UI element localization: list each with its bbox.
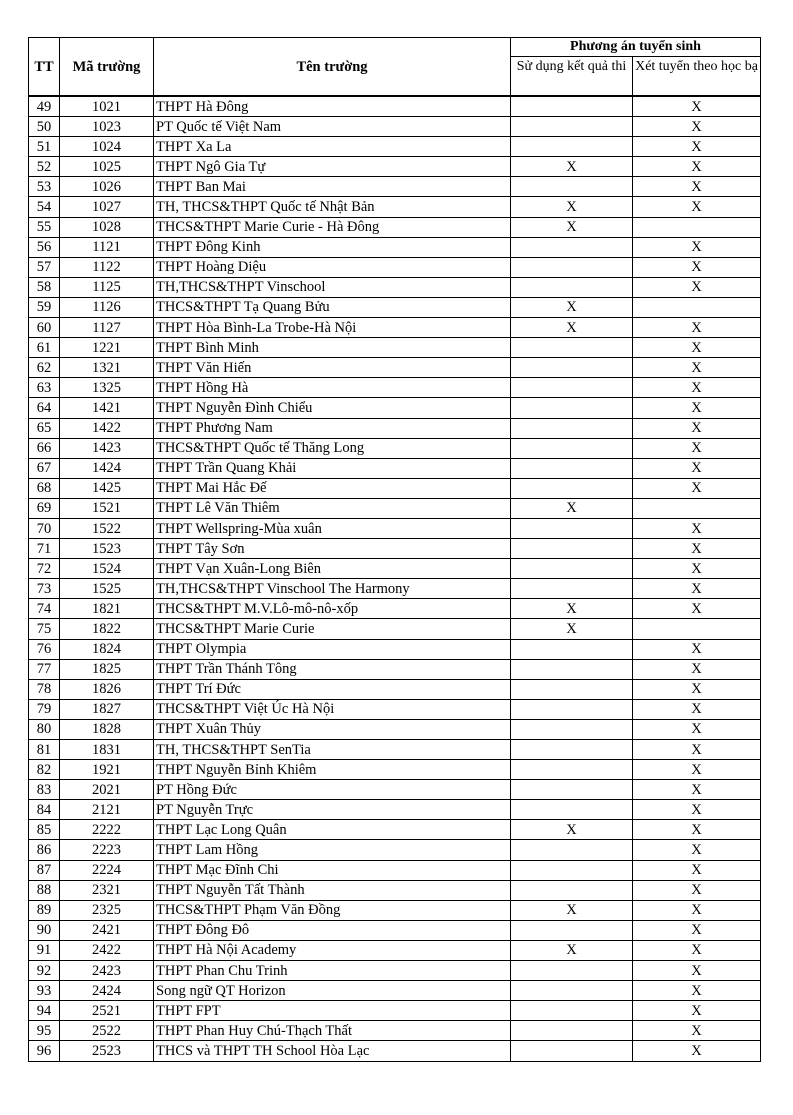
cell-tt: 90	[29, 920, 60, 940]
cell-tt: 52	[29, 157, 60, 177]
cell-ten-truong: THPT Ngô Gia Tự	[154, 157, 511, 177]
cell-xet-tuyen-hoc-ba: X	[633, 719, 761, 739]
admissions-table	[28, 37, 761, 1062]
cell-su-dung-ket-qua-thi	[511, 559, 633, 579]
cell-xet-tuyen-hoc-ba: X	[633, 358, 761, 378]
cell-ten-truong: THPT Mạc Đĩnh Chi	[154, 860, 511, 880]
cell-ten-truong: THPT Lê Văn Thiêm	[154, 498, 511, 518]
cell-tt: 66	[29, 438, 60, 458]
cell-ma-truong: 1824	[60, 639, 154, 659]
cell-tt: 58	[29, 277, 60, 297]
cell-tt: 76	[29, 639, 60, 659]
table-row	[29, 599, 761, 619]
table-row	[29, 659, 761, 679]
cell-su-dung-ket-qua-thi	[511, 237, 633, 257]
cell-tt: 82	[29, 760, 60, 780]
cell-xet-tuyen-hoc-ba: X	[633, 679, 761, 699]
table-row	[29, 358, 761, 378]
table-row	[29, 800, 761, 820]
cell-ma-truong: 1026	[60, 177, 154, 197]
cell-xet-tuyen-hoc-ba: X	[633, 277, 761, 297]
cell-tt: 85	[29, 820, 60, 840]
cell-xet-tuyen-hoc-ba: X	[633, 338, 761, 358]
cell-su-dung-ket-qua-thi	[511, 579, 633, 599]
cell-su-dung-ket-qua-thi: X	[511, 157, 633, 177]
cell-su-dung-ket-qua-thi: X	[511, 940, 633, 960]
cell-ten-truong: THPT Nguyễn Tất Thành	[154, 880, 511, 900]
cell-ten-truong: THPT Nguyễn Đình Chiểu	[154, 398, 511, 418]
table-row	[29, 981, 761, 1001]
cell-xet-tuyen-hoc-ba: X	[633, 860, 761, 880]
cell-xet-tuyen-hoc-ba: X	[633, 599, 761, 619]
cell-su-dung-ket-qua-thi	[511, 277, 633, 297]
cell-xet-tuyen-hoc-ba: X	[633, 197, 761, 217]
cell-su-dung-ket-qua-thi	[511, 780, 633, 800]
cell-tt: 96	[29, 1041, 60, 1061]
cell-tt: 70	[29, 518, 60, 538]
cell-ten-truong: THPT Bình Minh	[154, 338, 511, 358]
cell-tt: 77	[29, 659, 60, 679]
cell-su-dung-ket-qua-thi: X	[511, 498, 633, 518]
cell-su-dung-ket-qua-thi	[511, 699, 633, 719]
cell-xet-tuyen-hoc-ba: X	[633, 659, 761, 679]
table-row	[29, 378, 761, 398]
cell-su-dung-ket-qua-thi	[511, 398, 633, 418]
cell-ten-truong: THPT Trần Thánh Tông	[154, 659, 511, 679]
cell-ma-truong: 1827	[60, 699, 154, 719]
cell-ten-truong: THPT Lam Hồng	[154, 840, 511, 860]
cell-ma-truong: 1826	[60, 679, 154, 699]
cell-ten-truong: TH, THCS&THPT Quốc tế Nhật Bản	[154, 197, 511, 217]
cell-xet-tuyen-hoc-ba: X	[633, 1041, 761, 1061]
cell-xet-tuyen-hoc-ba: X	[633, 961, 761, 981]
table-row	[29, 719, 761, 739]
cell-xet-tuyen-hoc-ba: X	[633, 518, 761, 538]
cell-ma-truong: 1522	[60, 518, 154, 538]
cell-xet-tuyen-hoc-ba: X	[633, 880, 761, 900]
table-row	[29, 498, 761, 518]
cell-su-dung-ket-qua-thi: X	[511, 217, 633, 237]
cell-tt: 80	[29, 719, 60, 739]
cell-tt: 73	[29, 579, 60, 599]
cell-ma-truong: 1822	[60, 619, 154, 639]
cell-ten-truong: TH,THCS&THPT Vinschool	[154, 277, 511, 297]
cell-ma-truong: 2325	[60, 900, 154, 920]
cell-tt: 86	[29, 840, 60, 860]
cell-tt: 84	[29, 800, 60, 820]
header-ten-truong: Tên trường	[154, 38, 511, 97]
cell-su-dung-ket-qua-thi	[511, 478, 633, 498]
cell-tt: 61	[29, 338, 60, 358]
cell-tt: 87	[29, 860, 60, 880]
cell-ten-truong: THPT Đông Đô	[154, 920, 511, 940]
cell-tt: 60	[29, 318, 60, 338]
cell-ten-truong: THPT Hồng Hà	[154, 378, 511, 398]
cell-su-dung-ket-qua-thi	[511, 338, 633, 358]
cell-ten-truong: THPT Phương Nam	[154, 418, 511, 438]
header-xet-tuyen-hoc-ba: Xét tuyển theo học bạ	[633, 57, 761, 97]
cell-ma-truong: 1127	[60, 318, 154, 338]
table-row	[29, 1021, 761, 1041]
header-phuong-an: Phương án tuyển sinh	[511, 38, 761, 57]
table-row	[29, 740, 761, 760]
cell-ten-truong: THPT Hòa Bình-La Trobe-Hà Nội	[154, 318, 511, 338]
cell-tt: 83	[29, 780, 60, 800]
cell-su-dung-ket-qua-thi: X	[511, 318, 633, 338]
cell-xet-tuyen-hoc-ba: X	[633, 177, 761, 197]
cell-ten-truong: THPT Trí Đức	[154, 679, 511, 699]
cell-xet-tuyen-hoc-ba: X	[633, 418, 761, 438]
cell-ma-truong: 2223	[60, 840, 154, 860]
cell-ten-truong: PT Nguyễn Trực	[154, 800, 511, 820]
cell-xet-tuyen-hoc-ba: X	[633, 1021, 761, 1041]
table-row	[29, 699, 761, 719]
cell-ma-truong: 1422	[60, 418, 154, 438]
cell-ma-truong: 1825	[60, 659, 154, 679]
cell-ten-truong: THPT Hà Nội Academy	[154, 940, 511, 960]
table-row	[29, 157, 761, 177]
cell-ma-truong: 1027	[60, 197, 154, 217]
cell-su-dung-ket-qua-thi	[511, 1021, 633, 1041]
cell-tt: 54	[29, 197, 60, 217]
cell-tt: 59	[29, 297, 60, 317]
table-row	[29, 137, 761, 157]
cell-su-dung-ket-qua-thi	[511, 840, 633, 860]
cell-ma-truong: 1126	[60, 297, 154, 317]
cell-ma-truong: 1221	[60, 338, 154, 358]
cell-su-dung-ket-qua-thi	[511, 981, 633, 1001]
table-row	[29, 940, 761, 960]
cell-ten-truong: THPT Wellspring-Mùa xuân	[154, 518, 511, 538]
cell-xet-tuyen-hoc-ba: X	[633, 157, 761, 177]
cell-tt: 68	[29, 478, 60, 498]
cell-su-dung-ket-qua-thi	[511, 358, 633, 378]
cell-ten-truong: THCS&THPT Marie Curie	[154, 619, 511, 639]
cell-ma-truong: 1125	[60, 277, 154, 297]
table-row	[29, 297, 761, 317]
cell-su-dung-ket-qua-thi	[511, 1001, 633, 1021]
cell-tt: 62	[29, 358, 60, 378]
table-row	[29, 418, 761, 438]
cell-ma-truong: 2521	[60, 1001, 154, 1021]
cell-ma-truong: 1425	[60, 478, 154, 498]
cell-su-dung-ket-qua-thi: X	[511, 619, 633, 639]
cell-ma-truong: 1521	[60, 498, 154, 518]
table-row	[29, 880, 761, 900]
cell-ma-truong: 1821	[60, 599, 154, 619]
cell-xet-tuyen-hoc-ba: X	[633, 559, 761, 579]
cell-tt: 69	[29, 498, 60, 518]
cell-ten-truong: THPT Xuân Thủy	[154, 719, 511, 739]
cell-ten-truong: THPT Mai Hắc Đế	[154, 478, 511, 498]
cell-xet-tuyen-hoc-ba: X	[633, 579, 761, 599]
table-body	[29, 96, 761, 1061]
cell-ten-truong: Song ngữ QT Horizon	[154, 981, 511, 1001]
cell-xet-tuyen-hoc-ba: X	[633, 257, 761, 277]
table-row	[29, 197, 761, 217]
table-row	[29, 679, 761, 699]
cell-tt: 53	[29, 177, 60, 197]
cell-ten-truong: THCS và THPT TH School Hòa Lạc	[154, 1041, 511, 1061]
table-row	[29, 117, 761, 137]
cell-xet-tuyen-hoc-ba	[633, 297, 761, 317]
cell-ma-truong: 1121	[60, 237, 154, 257]
cell-su-dung-ket-qua-thi	[511, 438, 633, 458]
cell-ma-truong: 1325	[60, 378, 154, 398]
table-row	[29, 438, 761, 458]
cell-tt: 95	[29, 1021, 60, 1041]
cell-xet-tuyen-hoc-ba: X	[633, 539, 761, 559]
cell-xet-tuyen-hoc-ba: X	[633, 981, 761, 1001]
cell-xet-tuyen-hoc-ba	[633, 619, 761, 639]
table-row	[29, 559, 761, 579]
cell-su-dung-ket-qua-thi	[511, 860, 633, 880]
cell-tt: 65	[29, 418, 60, 438]
table-header	[29, 38, 761, 97]
cell-xet-tuyen-hoc-ba: X	[633, 117, 761, 137]
table-row	[29, 1001, 761, 1021]
cell-xet-tuyen-hoc-ba: X	[633, 940, 761, 960]
cell-ma-truong: 1024	[60, 137, 154, 157]
table-row	[29, 579, 761, 599]
cell-xet-tuyen-hoc-ba: X	[633, 438, 761, 458]
header-su-dung-ket-qua-thi: Sử dụng kết quả thi	[511, 57, 633, 97]
cell-ma-truong: 1023	[60, 117, 154, 137]
cell-su-dung-ket-qua-thi	[511, 740, 633, 760]
header-tt: TT	[29, 38, 60, 97]
cell-su-dung-ket-qua-thi	[511, 518, 633, 538]
table-row	[29, 177, 761, 197]
cell-tt: 57	[29, 257, 60, 277]
table-row	[29, 1041, 761, 1061]
cell-su-dung-ket-qua-thi	[511, 639, 633, 659]
cell-xet-tuyen-hoc-ba: X	[633, 96, 761, 117]
table-row	[29, 338, 761, 358]
cell-ma-truong: 1321	[60, 358, 154, 378]
table-row	[29, 398, 761, 418]
cell-ten-truong: THPT Đông Kinh	[154, 237, 511, 257]
cell-ten-truong: THPT Văn Hiến	[154, 358, 511, 378]
cell-ma-truong: 2021	[60, 780, 154, 800]
cell-su-dung-ket-qua-thi	[511, 257, 633, 277]
cell-tt: 89	[29, 900, 60, 920]
cell-ma-truong: 1028	[60, 217, 154, 237]
cell-tt: 50	[29, 117, 60, 137]
cell-tt: 91	[29, 940, 60, 960]
cell-ten-truong: TH, THCS&THPT SenTia	[154, 740, 511, 760]
cell-su-dung-ket-qua-thi	[511, 800, 633, 820]
cell-ma-truong: 2321	[60, 880, 154, 900]
cell-tt: 78	[29, 679, 60, 699]
cell-ma-truong: 1831	[60, 740, 154, 760]
table-row	[29, 619, 761, 639]
table-row	[29, 760, 761, 780]
cell-su-dung-ket-qua-thi: X	[511, 197, 633, 217]
cell-su-dung-ket-qua-thi	[511, 920, 633, 940]
table-row	[29, 458, 761, 478]
cell-ma-truong: 1423	[60, 438, 154, 458]
cell-xet-tuyen-hoc-ba: X	[633, 378, 761, 398]
cell-ten-truong: THCS&THPT Quốc tế Thăng Long	[154, 438, 511, 458]
cell-ma-truong: 2421	[60, 920, 154, 940]
cell-ma-truong: 1122	[60, 257, 154, 277]
cell-tt: 64	[29, 398, 60, 418]
cell-su-dung-ket-qua-thi: X	[511, 820, 633, 840]
cell-tt: 75	[29, 619, 60, 639]
cell-su-dung-ket-qua-thi	[511, 137, 633, 157]
cell-ma-truong: 2424	[60, 981, 154, 1001]
cell-xet-tuyen-hoc-ba: X	[633, 478, 761, 498]
table-row	[29, 96, 761, 117]
cell-tt: 56	[29, 237, 60, 257]
cell-ma-truong: 1424	[60, 458, 154, 478]
cell-ten-truong: THPT Trần Quang Khải	[154, 458, 511, 478]
cell-ten-truong: THPT Olympia	[154, 639, 511, 659]
cell-xet-tuyen-hoc-ba: X	[633, 1001, 761, 1021]
cell-su-dung-ket-qua-thi	[511, 1041, 633, 1061]
cell-ten-truong: THCS&THPT Phạm Văn Đồng	[154, 900, 511, 920]
cell-tt: 92	[29, 961, 60, 981]
cell-tt: 94	[29, 1001, 60, 1021]
cell-ma-truong: 1921	[60, 760, 154, 780]
cell-su-dung-ket-qua-thi	[511, 760, 633, 780]
cell-su-dung-ket-qua-thi: X	[511, 599, 633, 619]
cell-ma-truong: 1524	[60, 559, 154, 579]
cell-tt: 93	[29, 981, 60, 1001]
cell-tt: 72	[29, 559, 60, 579]
cell-su-dung-ket-qua-thi	[511, 117, 633, 137]
table-row	[29, 478, 761, 498]
cell-ma-truong: 1525	[60, 579, 154, 599]
cell-su-dung-ket-qua-thi: X	[511, 900, 633, 920]
table-row	[29, 780, 761, 800]
table-row	[29, 860, 761, 880]
cell-xet-tuyen-hoc-ba: X	[633, 780, 761, 800]
cell-tt: 51	[29, 137, 60, 157]
cell-ma-truong: 2523	[60, 1041, 154, 1061]
cell-xet-tuyen-hoc-ba: X	[633, 137, 761, 157]
cell-xet-tuyen-hoc-ba: X	[633, 318, 761, 338]
cell-xet-tuyen-hoc-ba: X	[633, 800, 761, 820]
cell-xet-tuyen-hoc-ba: X	[633, 920, 761, 940]
cell-tt: 88	[29, 880, 60, 900]
cell-tt: 81	[29, 740, 60, 760]
table-row	[29, 961, 761, 981]
cell-ma-truong: 2423	[60, 961, 154, 981]
table-row	[29, 840, 761, 860]
cell-su-dung-ket-qua-thi	[511, 880, 633, 900]
cell-su-dung-ket-qua-thi	[511, 378, 633, 398]
table-row	[29, 639, 761, 659]
cell-tt: 63	[29, 378, 60, 398]
cell-xet-tuyen-hoc-ba: X	[633, 639, 761, 659]
cell-ten-truong: THPT Hà Đông	[154, 96, 511, 117]
cell-su-dung-ket-qua-thi	[511, 961, 633, 981]
cell-tt: 67	[29, 458, 60, 478]
cell-ma-truong: 1421	[60, 398, 154, 418]
cell-tt: 79	[29, 699, 60, 719]
header-ma-truong: Mã trường	[60, 38, 154, 97]
cell-ten-truong: TH,THCS&THPT Vinschool The Harmony	[154, 579, 511, 599]
cell-ten-truong: THPT Tây Sơn	[154, 539, 511, 559]
cell-su-dung-ket-qua-thi	[511, 177, 633, 197]
cell-ten-truong: THCS&THPT Marie Curie - Hà Đông	[154, 217, 511, 237]
table-row	[29, 518, 761, 538]
table-row	[29, 277, 761, 297]
cell-ten-truong: PT Quốc tế Việt Nam	[154, 117, 511, 137]
table-row	[29, 900, 761, 920]
cell-ma-truong: 1025	[60, 157, 154, 177]
cell-xet-tuyen-hoc-ba: X	[633, 740, 761, 760]
table-row	[29, 920, 761, 940]
table-row	[29, 257, 761, 277]
table-row	[29, 539, 761, 559]
cell-ma-truong: 2224	[60, 860, 154, 880]
cell-ten-truong: THPT FPT	[154, 1001, 511, 1021]
cell-su-dung-ket-qua-thi	[511, 458, 633, 478]
cell-ten-truong: THCS&THPT Tạ Quang Bửu	[154, 297, 511, 317]
cell-ma-truong: 1021	[60, 96, 154, 117]
table-row	[29, 237, 761, 257]
cell-xet-tuyen-hoc-ba: X	[633, 458, 761, 478]
cell-tt: 71	[29, 539, 60, 559]
cell-su-dung-ket-qua-thi	[511, 418, 633, 438]
cell-ten-truong: THPT Phan Chu Trinh	[154, 961, 511, 981]
table-row	[29, 318, 761, 338]
cell-ma-truong: 2422	[60, 940, 154, 960]
cell-ten-truong: THPT Nguyễn Bỉnh Khiêm	[154, 760, 511, 780]
cell-ten-truong: THPT Phan Huy Chú-Thạch Thất	[154, 1021, 511, 1041]
cell-xet-tuyen-hoc-ba: X	[633, 699, 761, 719]
cell-su-dung-ket-qua-thi	[511, 539, 633, 559]
cell-xet-tuyen-hoc-ba: X	[633, 760, 761, 780]
cell-ten-truong: THPT Hoàng Diệu	[154, 257, 511, 277]
cell-ten-truong: THPT Lạc Long Quân	[154, 820, 511, 840]
cell-xet-tuyen-hoc-ba: X	[633, 398, 761, 418]
cell-ma-truong: 1828	[60, 719, 154, 739]
cell-su-dung-ket-qua-thi	[511, 719, 633, 739]
cell-xet-tuyen-hoc-ba: X	[633, 237, 761, 257]
cell-xet-tuyen-hoc-ba: X	[633, 820, 761, 840]
cell-ten-truong: THPT Vạn Xuân-Long Biên	[154, 559, 511, 579]
cell-tt: 55	[29, 217, 60, 237]
cell-su-dung-ket-qua-thi	[511, 679, 633, 699]
cell-tt: 49	[29, 96, 60, 117]
cell-xet-tuyen-hoc-ba: X	[633, 900, 761, 920]
cell-ten-truong: PT Hồng Đức	[154, 780, 511, 800]
cell-ma-truong: 2222	[60, 820, 154, 840]
cell-tt: 74	[29, 599, 60, 619]
cell-ma-truong: 1523	[60, 539, 154, 559]
table-row	[29, 820, 761, 840]
cell-su-dung-ket-qua-thi: X	[511, 297, 633, 317]
cell-su-dung-ket-qua-thi	[511, 659, 633, 679]
cell-ten-truong: THPT Xa La	[154, 137, 511, 157]
cell-ma-truong: 2121	[60, 800, 154, 820]
cell-xet-tuyen-hoc-ba	[633, 498, 761, 518]
cell-xet-tuyen-hoc-ba: X	[633, 840, 761, 860]
cell-ma-truong: 2522	[60, 1021, 154, 1041]
cell-ten-truong: THPT Ban Mai	[154, 177, 511, 197]
cell-ten-truong: THCS&THPT M.V.Lô-mô-nô-xốp	[154, 599, 511, 619]
cell-ten-truong: THCS&THPT Việt Úc Hà Nội	[154, 699, 511, 719]
table-row	[29, 217, 761, 237]
cell-xet-tuyen-hoc-ba	[633, 217, 761, 237]
cell-su-dung-ket-qua-thi	[511, 96, 633, 117]
